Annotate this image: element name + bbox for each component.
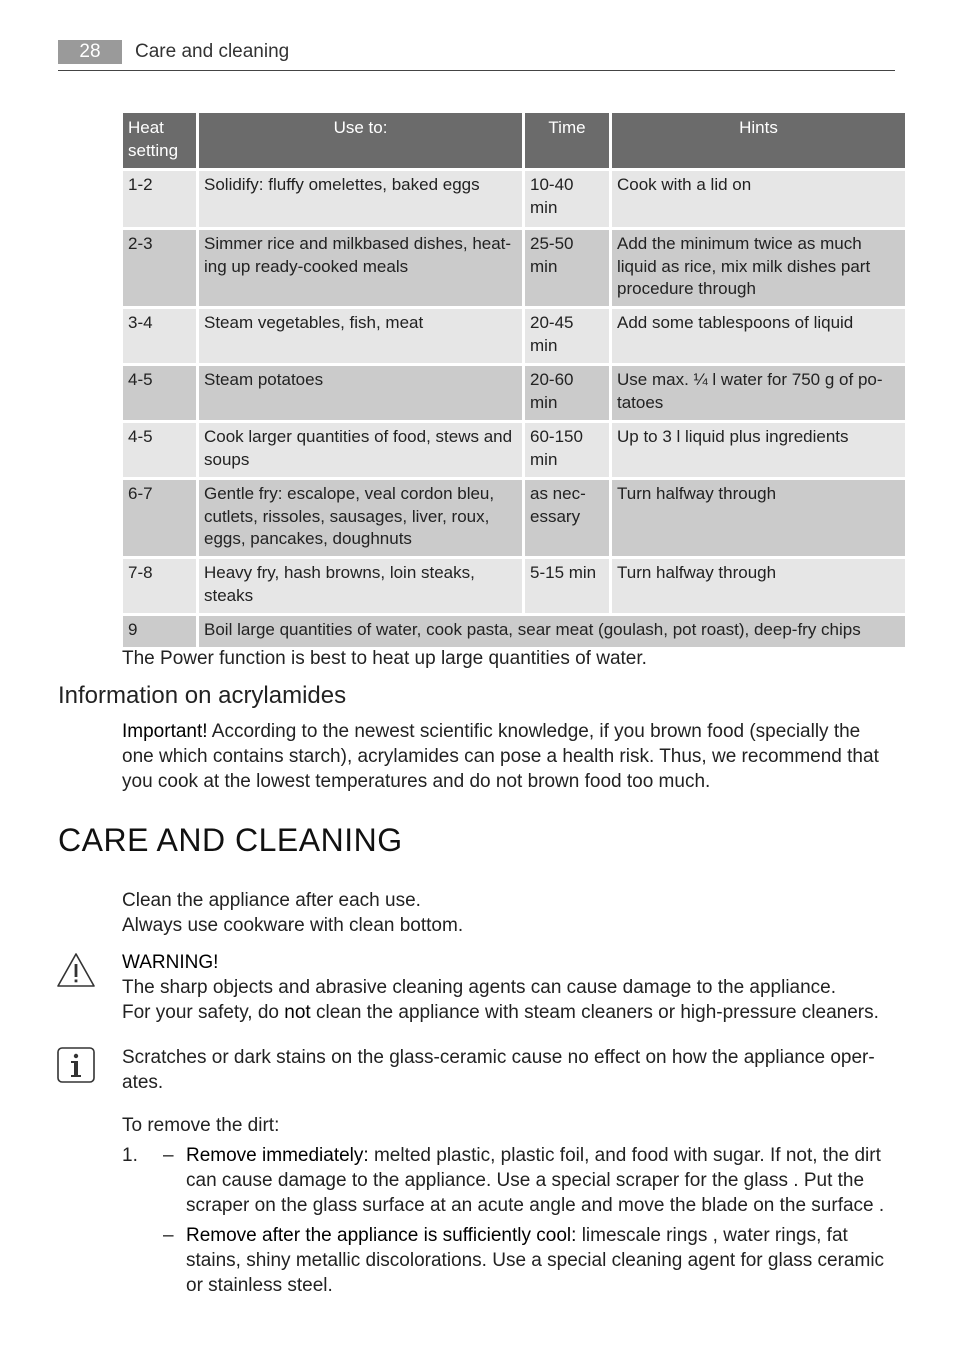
table-row [123,423,905,477]
table-row [123,366,905,420]
table-cell: 60-150 min [525,423,609,477]
list-item [186,1143,892,1218]
column-header: Time [525,113,609,168]
table-cell: 7-8 [123,559,196,613]
table-cell: Steam potatoes [199,366,522,420]
table-cell: Boil large quantities of water, cook pasta, sear meat (goulash, pot roast), deep-fry chips [199,616,905,647]
power-note: The Power function is best to heat up large quantities of water. [122,648,647,669]
table-row [123,559,905,613]
page-header [58,40,895,71]
important-label: Important! [122,721,208,742]
table-row [123,230,905,306]
table-cell: 20-45 min [525,309,609,363]
list-item-label: Remove immediately: [186,1145,369,1166]
warning-label: WARNING! [122,952,219,973]
running-title: Care and cleaning [135,41,290,62]
acrylamides-text: According to the newest scientific knowledge, if you brown food (specially the one which contains starch), acrylamides can pose a health risk. Thus, we recommend that you cook at the lowest temperatures and do not brown food too much. [122,721,879,792]
column-header: Use to: [199,113,522,168]
step-number: 1. [122,1145,138,1166]
warning-text-safety [122,1000,892,1025]
table-cell: Heavy fry, hash browns, loin steaks, steaks [199,559,522,613]
list-item-label: Remove after the appliance is sufficiently cool: [186,1225,577,1246]
acrylamides-heading: Information on acrylamides [58,682,347,709]
table-cell: Steam vegetables, fish, meat [199,309,522,363]
intro-line: Always use cookware with clean bottom. [122,915,464,936]
intro-line: Clean the appliance after each use. [122,890,421,911]
table-cell: 1-2 [123,171,196,227]
table-cell: 4-5 [123,366,196,420]
table-cell: 2-3 [123,230,196,306]
table-cell: Simmer rice and milkbased dishes, heat-ing up ready-cooked meals [199,230,522,306]
table-row [123,309,905,363]
table-cell: Add the minimum twice as much liquid as rice, mix milk dishes part procedure through [612,230,905,306]
table-cell: 6-7 [123,480,196,556]
table-row [123,171,905,227]
table-cell: Cook with a lid on [612,171,905,227]
table-cell: 9 [123,616,196,647]
info-text: Scratches or dark stains on the glass-ceramic cause no effect on how the appliance oper-ates. [122,1047,875,1093]
table-cell: 10-40 min [525,171,609,227]
table-cell: 5-15 min [525,559,609,613]
table-cell: Cook larger quantities of food, stews and soups [199,423,522,477]
table-header-row [123,113,905,168]
warning-text: The sharp objects and abrasive cleaning agents can cause damage to the appliance. [122,977,837,998]
list-dash: – [163,1145,174,1166]
section-title: CARE AND CLEANING [58,822,403,858]
warning-safety-post: clean the appliance with steam cleaners or high-pressure cleaners. [310,1002,879,1023]
table-cell: Solidify: fluffy omelettes, baked eggs [199,171,522,227]
table-cell: 4-5 [123,423,196,477]
table-cell: 20-60 min [525,366,609,420]
page-number: 28 [58,40,122,64]
column-header: Heat setting [123,113,196,168]
table-cell: Gentle fry: escalope, veal cordon bleu, cutlets, rissoles, sausages, liver, roux, eggs, pancakes, doughnuts [199,480,522,556]
table-cell: Add some tablespoons of liquid [612,309,905,363]
table-cell: as nec-essary [525,480,609,556]
heat-settings-table [120,110,908,650]
list-item-text: limescale rings , water rings, fat stains, shiny metallic discolorations. Use a special cleaning agent for glass ceramic or stainless steel. [186,1225,885,1296]
warning-icon [56,952,96,993]
list-item [186,1223,892,1298]
column-header: Hints [612,113,905,168]
table-cell: Turn halfway through [612,480,905,556]
table-cell: 3-4 [123,309,196,363]
table-row [123,616,905,647]
list-dash: – [163,1225,174,1246]
table-cell: Turn halfway through [612,559,905,613]
warning-not: not [284,1002,311,1023]
acrylamides-paragraph [122,719,892,794]
warning-safety-pre: For your safety, do [122,1002,285,1023]
table-row [123,480,905,556]
remove-intro: To remove the dirt: [122,1115,280,1136]
table-cell: Use max. ¼ l water for 750 g of po-tatoes [612,366,905,420]
list-item-text: melted plastic, plastic foil, and food with sugar. If not, the dirt can cause damage to the appliance. Use a special scraper for the glass . Put the scraper on the glass surface at an acute angle and move the blade on the surface . [186,1145,885,1216]
table-cell: Up to 3 l liquid plus ingredients [612,423,905,477]
info-icon [56,1046,96,1089]
table-cell: 25-50 min [525,230,609,306]
